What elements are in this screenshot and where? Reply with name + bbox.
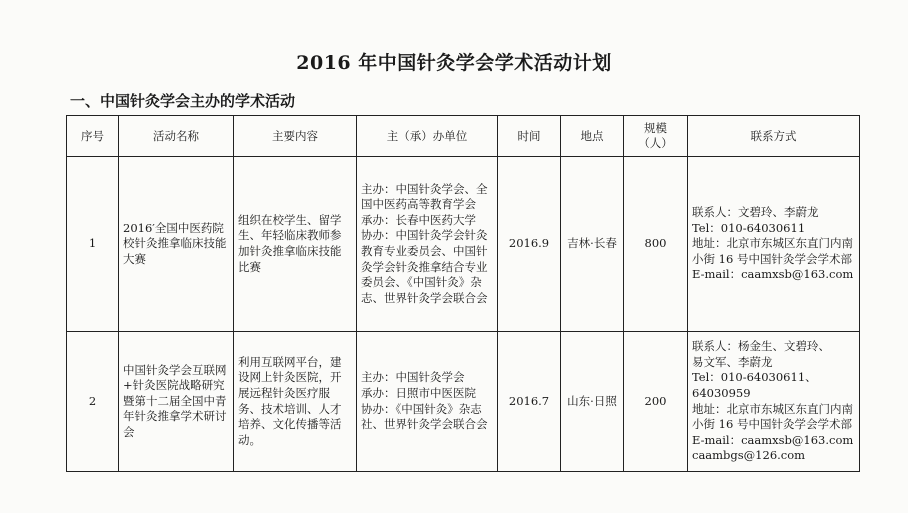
header-contact: 联系方式 [688, 116, 860, 157]
activity-content: 组织在校学生、留学生、年轻临床教师参加针灸推拿临床技能比赛 [234, 157, 357, 332]
activity-table [66, 115, 860, 472]
activity-name: 2016′全国中医药院校针灸推拿临床技能大赛 [119, 157, 234, 332]
scale: 800 [624, 157, 688, 332]
contact-info: 联系人：杨金生、文碧玲、 易文军、李蔚龙 Tel：010-64030611、64030959 地址：北京市东城区东直门内南小街 16 号中国针灸学会学术部 E-mail：caamxsb@163.com caambgs@126.com [688, 332, 860, 472]
page-title: 2016 年中国针灸学会学术活动计划 [296, 52, 612, 74]
header-scale: 规模 （人） [624, 116, 688, 157]
place: 吉林·长春 [561, 157, 624, 332]
table-row [67, 332, 860, 472]
organizer: 主办：中国针灸学会 承办：日照市中医医院 协办：《中国针灸》杂志社、世界针灸学会联合会 [357, 332, 498, 472]
scale: 200 [624, 332, 688, 472]
header-organizer: 主（承）办单位 [357, 116, 498, 157]
time: 2016.7 [498, 332, 561, 472]
place: 山东·日照 [561, 332, 624, 472]
row-number: 2 [67, 332, 119, 472]
row-number: 1 [67, 157, 119, 332]
organizer: 主办：中国针灸学会、全国中医药高等教育学会 承办：长春中医药大学 协办：中国针灸学会针灸教育专业委员会、中国针灸学会针灸推拿结合专业委员会、《中国针灸》杂志、世界针灸学会联合会 [357, 157, 498, 332]
header-row [67, 116, 860, 157]
section-heading: 一、中国针灸学会主办的学术活动 [70, 92, 296, 110]
header-no: 序号 [67, 116, 119, 157]
time: 2016.9 [498, 157, 561, 332]
activity-content: 利用互联网平台，建设网上针灸医院，开展远程针灸医疗服务、技术培训、人才培养、文化传播等活动。 [234, 332, 357, 472]
activity-name: 中国针灸学会互联网+针灸医院战略研究暨第十二届全国中青年针灸推拿学术研讨会 [119, 332, 234, 472]
header-name: 活动名称 [119, 116, 234, 157]
header-time: 时间 [498, 116, 561, 157]
table-row [67, 157, 860, 332]
contact-info: 联系人：文碧玲、李蔚龙 Tel：010-64030611 地址：北京市东城区东直门内南小街 16 号中国针灸学会学术部 E-mail：caamxsb@163.com [688, 157, 860, 332]
header-content: 主要内容 [234, 116, 357, 157]
header-place: 地点 [561, 116, 624, 157]
